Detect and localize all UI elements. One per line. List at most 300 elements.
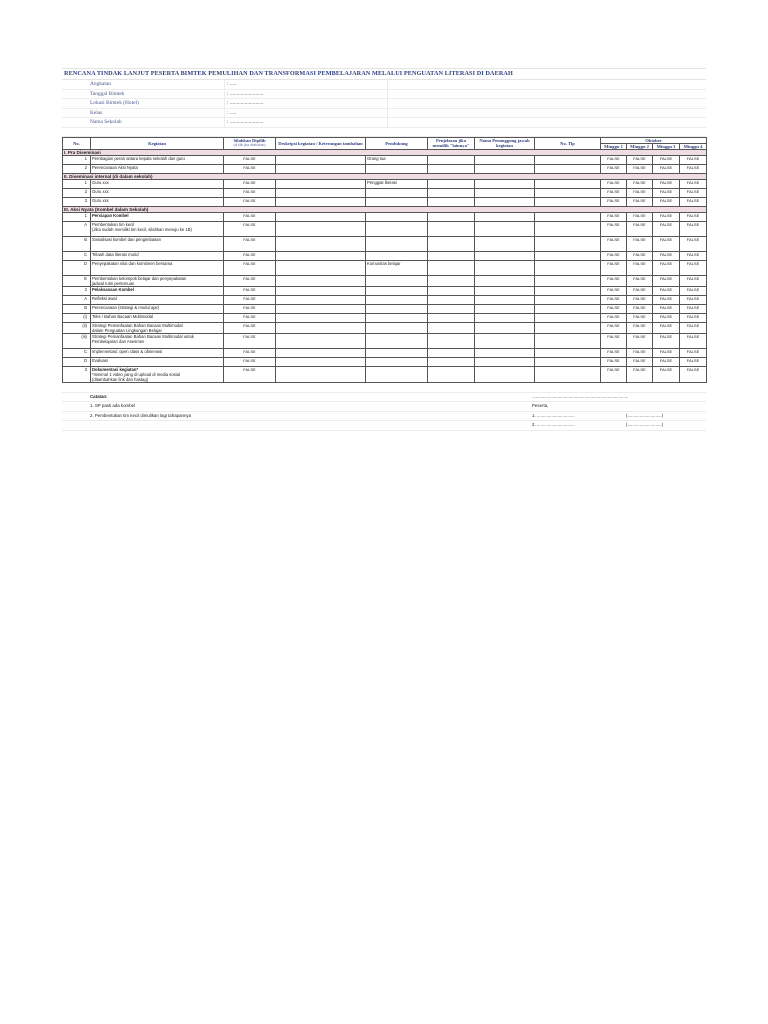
week-3-checkbox[interactable]: FALSE	[653, 275, 680, 286]
activity-text: Strategi Pemanfaatan Bahan Bacaan Multimodal	[92, 322, 183, 328]
pic-cell[interactable]	[475, 333, 535, 348]
week-4-checkbox[interactable]: FALSE	[680, 322, 707, 333]
supporter-cell[interactable]	[366, 366, 428, 382]
pic-cell[interactable]	[475, 188, 535, 197]
phone-cell[interactable]	[535, 155, 601, 164]
row-number: 2	[63, 286, 91, 295]
week-3-checkbox[interactable]: FALSE	[653, 348, 680, 357]
pic-cell[interactable]	[475, 179, 535, 188]
activity-text: Perencanaan (strategi & modul ajar)	[92, 304, 160, 310]
week-3-checkbox[interactable]: FALSE	[653, 260, 680, 275]
activity-cell	[91, 357, 224, 366]
table-row	[63, 366, 707, 382]
pic-cell[interactable]	[475, 155, 535, 164]
supporter-cell[interactable]	[366, 212, 428, 221]
phone-cell[interactable]	[535, 304, 601, 313]
pic-cell[interactable]	[475, 164, 535, 173]
table-row	[63, 275, 707, 286]
phone-cell[interactable]	[535, 322, 601, 333]
description-cell[interactable]	[276, 286, 366, 295]
pic-cell[interactable]	[475, 236, 535, 251]
choice-checkbox[interactable]: FALSE	[224, 322, 276, 333]
row-number: A	[63, 221, 91, 236]
phone-cell[interactable]	[535, 357, 601, 366]
week-1-checkbox[interactable]: FALSE	[601, 236, 627, 251]
week-3-checkbox[interactable]: FALSE	[653, 366, 680, 382]
week-1-checkbox[interactable]: FALSE	[601, 251, 627, 260]
description-cell[interactable]	[276, 251, 366, 260]
header-penjelasan: Penjelasan jika memilih "lainnya"	[428, 137, 475, 149]
explanation-cell[interactable]	[428, 164, 475, 173]
info-value[interactable]: : .....	[224, 109, 387, 118]
notes-block	[62, 383, 706, 431]
supporter-cell[interactable]	[366, 275, 428, 286]
header-month: Oktober	[601, 137, 707, 143]
section-title: II. Diseminasi internal (di dalam sekolah)	[63, 173, 707, 179]
phone-cell[interactable]	[535, 348, 601, 357]
info-empty	[387, 80, 706, 89]
description-cell[interactable]	[276, 221, 366, 236]
notes-heading-row	[62, 393, 706, 403]
activity-text: Pembentukan kelompok belajar dan penyepakatan	[92, 275, 187, 281]
week-1-checkbox[interactable]: FALSE	[601, 212, 627, 221]
week-1-checkbox[interactable]: FALSE	[601, 322, 627, 333]
description-cell[interactable]	[276, 164, 366, 173]
row-number: (ii)	[63, 322, 91, 333]
notes-heading: Catatan:	[90, 393, 108, 399]
description-cell[interactable]	[276, 357, 366, 366]
phone-cell[interactable]	[535, 221, 601, 236]
week-2-checkbox[interactable]: FALSE	[627, 275, 653, 286]
activity-text-2: Pembelajaran dan Asesmen	[92, 338, 145, 344]
week-3-checkbox[interactable]: FALSE	[653, 188, 680, 197]
week-4-checkbox[interactable]: FALSE	[680, 236, 707, 251]
info-row	[62, 80, 706, 90]
explanation-cell[interactable]	[428, 260, 475, 275]
notes-row-3	[62, 421, 706, 431]
week-1-checkbox[interactable]: FALSE	[601, 188, 627, 197]
phone-cell[interactable]	[535, 295, 601, 304]
supporter-cell[interactable]	[366, 164, 428, 173]
row-number: 2	[63, 164, 91, 173]
explanation-cell[interactable]	[428, 155, 475, 164]
phone-cell[interactable]	[535, 236, 601, 251]
choice-checkbox[interactable]: FALSE	[224, 155, 276, 164]
supporter-cell[interactable]	[366, 295, 428, 304]
header-silahkan	[224, 137, 276, 149]
week-2-checkbox[interactable]: FALSE	[627, 366, 653, 382]
explanation-cell[interactable]	[428, 366, 475, 382]
info-value[interactable]: : .........................	[224, 99, 387, 108]
activity-text: Sosialisasi kombel dan pengimbasan	[92, 236, 161, 242]
choice-checkbox[interactable]: FALSE	[224, 333, 276, 348]
phone-cell[interactable]	[535, 275, 601, 286]
phone-cell[interactable]	[535, 333, 601, 348]
week-2-checkbox[interactable]: FALSE	[627, 251, 653, 260]
row-number: D	[63, 260, 91, 275]
week-4-checkbox[interactable]: FALSE	[680, 260, 707, 275]
activity-text: Teks / Bahan Bacaan Multimodal	[92, 313, 153, 319]
week-1-checkbox[interactable]: FALSE	[601, 221, 627, 236]
pic-cell[interactable]	[475, 313, 535, 322]
week-3-checkbox[interactable]: FALSE	[653, 357, 680, 366]
week-4-checkbox[interactable]: FALSE	[680, 155, 707, 164]
phone-cell[interactable]	[535, 197, 601, 206]
week-2-checkbox[interactable]: FALSE	[627, 313, 653, 322]
info-empty	[387, 90, 706, 99]
week-3-checkbox[interactable]: FALSE	[653, 333, 680, 348]
choice-checkbox[interactable]: FALSE	[224, 188, 276, 197]
explanation-cell[interactable]	[428, 236, 475, 251]
week-4-checkbox[interactable]: FALSE	[680, 197, 707, 206]
info-row	[62, 109, 706, 119]
phone-cell[interactable]	[535, 188, 601, 197]
activity-cell	[91, 197, 224, 206]
week-1-checkbox[interactable]: FALSE	[601, 197, 627, 206]
choice-checkbox[interactable]: FALSE	[224, 164, 276, 173]
info-label: Tanggal Bimtek	[90, 90, 125, 97]
description-cell[interactable]	[276, 260, 366, 275]
row-number: 2	[63, 188, 91, 197]
info-label: Nama Sekolah	[90, 119, 122, 126]
week-3-checkbox[interactable]: FALSE	[653, 164, 680, 173]
description-cell[interactable]	[276, 313, 366, 322]
week-4-checkbox[interactable]: FALSE	[680, 295, 707, 304]
activity-cell	[91, 164, 224, 173]
explanation-cell[interactable]	[428, 295, 475, 304]
week-3-checkbox[interactable]: FALSE	[653, 322, 680, 333]
info-row	[62, 99, 706, 109]
week-3-checkbox[interactable]: FALSE	[653, 212, 680, 221]
table-row	[63, 164, 707, 173]
activity-text-2: (Jika sudah memiliki tim kecil, silahkan menuju ke 1B)	[92, 226, 192, 232]
week-3-checkbox[interactable]: FALSE	[653, 251, 680, 260]
choice-checkbox[interactable]: FALSE	[224, 357, 276, 366]
row-number: A	[63, 295, 91, 304]
note-item-2: 2. Pembentukan tim kecil dimulikan lagi tahapannya	[90, 412, 192, 418]
choice-checkbox[interactable]: FALSE	[224, 236, 276, 251]
table-row	[63, 179, 707, 188]
info-row	[62, 90, 706, 100]
week-2-checkbox[interactable]: FALSE	[627, 155, 653, 164]
choice-checkbox[interactable]: FALSE	[224, 212, 276, 221]
phone-cell[interactable]	[535, 251, 601, 260]
supporter-cell[interactable]	[366, 348, 428, 357]
week-3-checkbox[interactable]: FALSE	[653, 295, 680, 304]
description-cell[interactable]	[276, 275, 366, 286]
week-1-checkbox[interactable]: FALSE	[601, 295, 627, 304]
choice-checkbox[interactable]: FALSE	[224, 286, 276, 295]
week-2-checkbox[interactable]: FALSE	[627, 348, 653, 357]
week-2-checkbox[interactable]: FALSE	[627, 322, 653, 333]
week-1-checkbox[interactable]: FALSE	[601, 286, 627, 295]
week-3-checkbox[interactable]: FALSE	[653, 313, 680, 322]
supporter-cell[interactable]	[366, 188, 428, 197]
explanation-cell[interactable]	[428, 212, 475, 221]
description-cell[interactable]	[276, 295, 366, 304]
pic-cell[interactable]	[475, 348, 535, 357]
week-1-checkbox[interactable]: FALSE	[601, 275, 627, 286]
activity-cell	[91, 295, 224, 304]
week-4-checkbox[interactable]: FALSE	[680, 366, 707, 382]
week-2-checkbox[interactable]: FALSE	[627, 188, 653, 197]
info-value[interactable]: : .........................	[224, 90, 387, 99]
notes-spacer-row	[62, 383, 706, 393]
row-number: (iii)	[63, 333, 91, 348]
pic-cell[interactable]	[475, 197, 535, 206]
week-4-checkbox[interactable]: FALSE	[680, 348, 707, 357]
table-row	[63, 260, 707, 275]
description-cell[interactable]	[276, 333, 366, 348]
pic-cell[interactable]	[475, 260, 535, 275]
week-4-checkbox[interactable]: FALSE	[680, 304, 707, 313]
document-title: RENCANA TINDAK LANJUT PESERTA BIMTEK PEMULIHAN DAN TRANSFORMASI PEMBELAJARAN MELALUI PENGUATAN LITERASI DI DAERAH	[62, 68, 706, 80]
description-cell[interactable]	[276, 155, 366, 164]
pic-cell[interactable]	[475, 212, 535, 221]
phone-cell[interactable]	[535, 286, 601, 295]
row-number: C	[63, 251, 91, 260]
signature-1: 1. ...............................	[532, 412, 575, 418]
activity-text: Refleksi awal	[92, 295, 117, 301]
pic-cell[interactable]	[475, 286, 535, 295]
info-label: Kelas	[90, 109, 103, 116]
week-3-checkbox[interactable]: FALSE	[653, 286, 680, 295]
row-number: C	[63, 348, 91, 357]
pic-cell[interactable]	[475, 295, 535, 304]
activity-text: Pembagian peran antara kepala sekolah dan guru	[92, 155, 185, 161]
week-2-checkbox[interactable]: FALSE	[627, 295, 653, 304]
week-1-checkbox[interactable]: FALSE	[601, 366, 627, 382]
explanation-cell[interactable]	[428, 333, 475, 348]
week-4-checkbox[interactable]: FALSE	[680, 275, 707, 286]
header-silahkan-sub: (di klik jika dilakukan)	[233, 143, 266, 148]
week-2-checkbox[interactable]: FALSE	[627, 221, 653, 236]
choice-checkbox[interactable]: FALSE	[224, 251, 276, 260]
worksheet	[62, 68, 706, 431]
table-row	[63, 212, 707, 221]
supporter-cell[interactable]	[366, 197, 428, 206]
spacer	[62, 128, 706, 137]
supporter-cell[interactable]	[366, 333, 428, 348]
supporter-cell[interactable]	[366, 357, 428, 366]
week-1-checkbox[interactable]: FALSE	[601, 260, 627, 275]
choice-checkbox[interactable]: FALSE	[224, 304, 276, 313]
header-kegiatan: Kegiatan	[91, 137, 224, 149]
description-cell[interactable]	[276, 366, 366, 382]
choice-checkbox[interactable]: FALSE	[224, 348, 276, 357]
week-4-checkbox[interactable]: FALSE	[680, 188, 707, 197]
activity-text-2: dalam Penguatan Lingkungan Belajar	[92, 327, 162, 333]
phone-cell[interactable]	[535, 212, 601, 221]
activity-text: Pelaksanaan Kombel	[92, 286, 134, 292]
activity-cell	[91, 313, 224, 322]
table-row	[63, 197, 707, 206]
row-number: 1	[63, 179, 91, 188]
supporter-cell[interactable]	[366, 236, 428, 251]
week-1-checkbox[interactable]: FALSE	[601, 155, 627, 164]
choice-checkbox[interactable]: FALSE	[224, 179, 276, 188]
week-1-checkbox[interactable]: FALSE	[601, 304, 627, 313]
activity-cell	[91, 348, 224, 357]
supporter-cell[interactable]: Orang tua	[366, 155, 428, 164]
info-value[interactable]: : .........................	[224, 118, 387, 127]
choice-checkbox[interactable]: FALSE	[224, 366, 276, 382]
week-3-checkbox[interactable]: FALSE	[653, 179, 680, 188]
pic-cell[interactable]	[475, 322, 535, 333]
week-1-checkbox[interactable]: FALSE	[601, 164, 627, 173]
notes-row-1	[62, 402, 706, 412]
choice-checkbox[interactable]: FALSE	[224, 295, 276, 304]
explanation-cell[interactable]	[428, 221, 475, 236]
header-week-4: Minggu 4	[680, 143, 707, 149]
choice-checkbox[interactable]: FALSE	[224, 275, 276, 286]
week-1-checkbox[interactable]: FALSE	[601, 179, 627, 188]
explanation-cell[interactable]	[428, 313, 475, 322]
explanation-cell[interactable]	[428, 188, 475, 197]
row-number: 3	[63, 366, 91, 382]
week-2-checkbox[interactable]: FALSE	[627, 164, 653, 173]
pic-cell[interactable]	[475, 251, 535, 260]
supporter-cell[interactable]	[366, 221, 428, 236]
info-block	[62, 80, 706, 128]
week-3-checkbox[interactable]: FALSE	[653, 155, 680, 164]
week-2-checkbox[interactable]: FALSE	[627, 212, 653, 221]
phone-cell[interactable]	[535, 260, 601, 275]
week-4-checkbox[interactable]: FALSE	[680, 164, 707, 173]
activity-cell	[91, 155, 224, 164]
explanation-cell[interactable]	[428, 304, 475, 313]
table-row	[63, 304, 707, 313]
supporter-cell[interactable]	[366, 251, 428, 260]
supporter-cell[interactable]	[366, 304, 428, 313]
week-3-checkbox[interactable]: FALSE	[653, 304, 680, 313]
activity-text: Persiapan Kombel	[92, 212, 129, 218]
explanation-cell[interactable]	[428, 348, 475, 357]
row-number: 3	[63, 197, 91, 206]
description-cell[interactable]	[276, 197, 366, 206]
info-label: Angkatan	[90, 81, 111, 87]
week-2-checkbox[interactable]: FALSE	[627, 304, 653, 313]
table-row	[63, 357, 707, 366]
week-2-checkbox[interactable]: FALSE	[627, 179, 653, 188]
choice-checkbox[interactable]: FALSE	[224, 313, 276, 322]
description-cell[interactable]	[276, 212, 366, 221]
pic-cell[interactable]	[475, 221, 535, 236]
week-2-checkbox[interactable]: FALSE	[627, 197, 653, 206]
pic-cell[interactable]	[475, 357, 535, 366]
description-cell[interactable]	[276, 348, 366, 357]
supporter-cell[interactable]	[366, 286, 428, 295]
note-item-1: 1. SP pasti ada kombel	[90, 403, 136, 409]
row-number: 1	[63, 212, 91, 221]
section-title: III. Aksi Nyata (Kombel dalam Sekolah)	[63, 206, 707, 212]
pic-cell[interactable]	[475, 366, 535, 382]
week-2-checkbox[interactable]: FALSE	[627, 260, 653, 275]
activity-text: Guru xxx	[92, 197, 109, 203]
description-cell[interactable]	[276, 179, 366, 188]
activity-cell	[91, 221, 224, 236]
phone-cell[interactable]	[535, 164, 601, 173]
week-4-checkbox[interactable]: FALSE	[680, 286, 707, 295]
week-1-checkbox[interactable]: FALSE	[601, 333, 627, 348]
week-2-checkbox[interactable]: FALSE	[627, 286, 653, 295]
supporter-cell[interactable]: Komunitas belajar	[366, 260, 428, 275]
week-3-checkbox[interactable]: FALSE	[653, 236, 680, 251]
week-2-checkbox[interactable]: FALSE	[627, 357, 653, 366]
signature-paren-1: (............................)	[626, 412, 664, 418]
header-silahkan-label: Silahkan Dipilih	[233, 138, 266, 144]
description-cell[interactable]	[276, 322, 366, 333]
supporter-cell[interactable]: Penggiat literasi	[366, 179, 428, 188]
explanation-cell[interactable]	[428, 197, 475, 206]
table-row	[63, 286, 707, 295]
pic-cell[interactable]	[475, 275, 535, 286]
explanation-cell[interactable]	[428, 286, 475, 295]
explanation-cell[interactable]	[428, 275, 475, 286]
explanation-cell[interactable]	[428, 357, 475, 366]
explanation-cell[interactable]	[428, 179, 475, 188]
activity-text: Pembentukan tim kecil	[92, 221, 135, 227]
activity-text: Implementasi: open class & observasi	[92, 348, 163, 354]
choice-checkbox[interactable]: FALSE	[224, 260, 276, 275]
week-2-checkbox[interactable]: FALSE	[627, 236, 653, 251]
explanation-cell[interactable]	[428, 251, 475, 260]
table-row	[63, 333, 707, 348]
description-cell[interactable]	[276, 236, 366, 251]
row-number: B	[63, 236, 91, 251]
explanation-cell[interactable]	[428, 322, 475, 333]
activity-text: Telaah data literasi murid	[92, 251, 139, 257]
phone-cell[interactable]	[535, 366, 601, 382]
info-empty	[387, 99, 706, 108]
phone-cell[interactable]	[535, 313, 601, 322]
week-1-checkbox[interactable]: FALSE	[601, 313, 627, 322]
choice-checkbox[interactable]: FALSE	[224, 197, 276, 206]
week-4-checkbox[interactable]: FALSE	[680, 251, 707, 260]
table-body	[63, 149, 707, 382]
week-1-checkbox[interactable]: FALSE	[601, 348, 627, 357]
activity-text-3: (ditambahkan link dan hastag)	[92, 376, 149, 382]
row-number: B	[63, 304, 91, 313]
activity-cell	[91, 322, 224, 333]
description-cell[interactable]	[276, 188, 366, 197]
choice-checkbox[interactable]: FALSE	[224, 221, 276, 236]
supporter-cell[interactable]	[366, 313, 428, 322]
week-4-checkbox[interactable]: FALSE	[680, 221, 707, 236]
week-4-checkbox[interactable]: FALSE	[680, 212, 707, 221]
phone-cell[interactable]	[535, 179, 601, 188]
week-4-checkbox[interactable]: FALSE	[680, 179, 707, 188]
description-cell[interactable]	[276, 304, 366, 313]
week-2-checkbox[interactable]: FALSE	[627, 333, 653, 348]
week-4-checkbox[interactable]: FALSE	[680, 333, 707, 348]
activity-cell	[91, 304, 224, 313]
activity-cell	[91, 236, 224, 251]
activity-cell	[91, 333, 224, 348]
week-3-checkbox[interactable]: FALSE	[653, 197, 680, 206]
week-1-checkbox[interactable]: FALSE	[601, 357, 627, 366]
week-4-checkbox[interactable]: FALSE	[680, 357, 707, 366]
plan-table	[62, 137, 707, 383]
info-value[interactable]: : .....	[224, 80, 387, 89]
info-row	[62, 118, 706, 128]
week-4-checkbox[interactable]: FALSE	[680, 313, 707, 322]
week-3-checkbox[interactable]: FALSE	[653, 221, 680, 236]
row-number: (i)	[63, 313, 91, 322]
peserta-label: Peserta,	[532, 403, 549, 409]
pic-cell[interactable]	[475, 304, 535, 313]
supporter-cell[interactable]	[366, 322, 428, 333]
